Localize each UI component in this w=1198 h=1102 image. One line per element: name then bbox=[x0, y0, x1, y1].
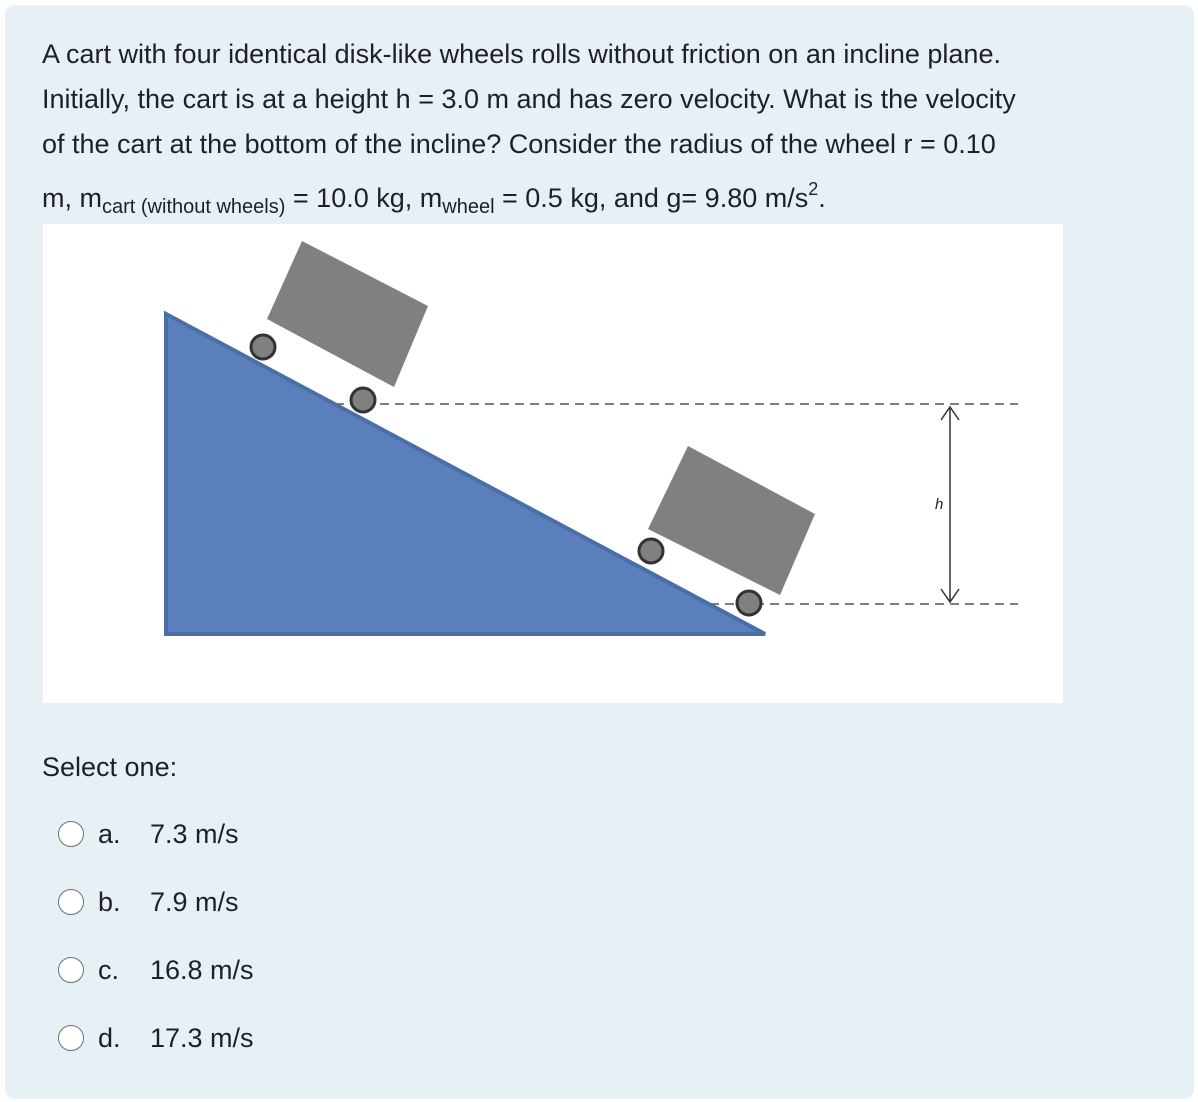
option-a-letter: a. bbox=[98, 818, 121, 849]
cart-top-wheel-front bbox=[351, 388, 375, 412]
option-d[interactable] bbox=[58, 1004, 254, 1072]
radio-button-a[interactable] bbox=[58, 821, 84, 847]
height-label: h bbox=[935, 496, 944, 513]
radio-button-b[interactable] bbox=[58, 889, 84, 915]
cart-bottom-wheel-front bbox=[737, 591, 761, 615]
option-b-text: 7.9 m/s bbox=[150, 886, 239, 917]
cart-top-wheel-rear bbox=[251, 335, 275, 359]
option-c-letter: c. bbox=[98, 954, 120, 985]
option-c[interactable] bbox=[58, 936, 254, 1004]
question-text bbox=[42, 32, 1162, 230]
question-line-4-d: . bbox=[818, 183, 826, 213]
incline-diagram bbox=[43, 224, 1063, 703]
cart-bottom-wheel-rear bbox=[639, 539, 663, 563]
option-c-text: 16.8 m/s bbox=[150, 954, 254, 985]
cart-top-body bbox=[267, 241, 428, 387]
question-line-4-b: = 10.0 kg, m bbox=[285, 183, 443, 213]
radio-button-c[interactable] bbox=[58, 957, 84, 983]
question-line-1: A cart with four identical disk-like wheels rolls without friction on an incline plane. bbox=[42, 39, 1001, 69]
subscript-cart: cart (without wheels) bbox=[102, 196, 286, 218]
cart-bottom-body bbox=[648, 446, 815, 595]
question-line-3: of the cart at the bottom of the incline? Consider the radius of the wheel r = 0.10 bbox=[42, 129, 996, 159]
option-b[interactable] bbox=[58, 868, 254, 936]
option-a[interactable] bbox=[58, 800, 254, 868]
option-b-letter: b. bbox=[98, 886, 121, 917]
superscript-2: 2 bbox=[808, 179, 819, 199]
question-line-4-a: m, m bbox=[42, 183, 102, 213]
question-line-4-c: = 0.5 kg, and g= 9.80 m/s bbox=[494, 183, 809, 213]
select-one-label: Select one: bbox=[42, 752, 178, 782]
subscript-wheel: wheel bbox=[442, 196, 495, 218]
radio-button-d[interactable] bbox=[58, 1025, 84, 1051]
option-a-text: 7.3 m/s bbox=[150, 818, 239, 849]
answer-options bbox=[58, 800, 254, 1072]
question-line-2: Initially, the cart is at a height h = 3.0 m and has zero velocity. What is the velocity bbox=[42, 84, 1016, 114]
option-d-text: 17.3 m/s bbox=[150, 1022, 254, 1053]
option-d-letter: d. bbox=[98, 1022, 121, 1053]
incline-figure bbox=[43, 224, 1063, 703]
